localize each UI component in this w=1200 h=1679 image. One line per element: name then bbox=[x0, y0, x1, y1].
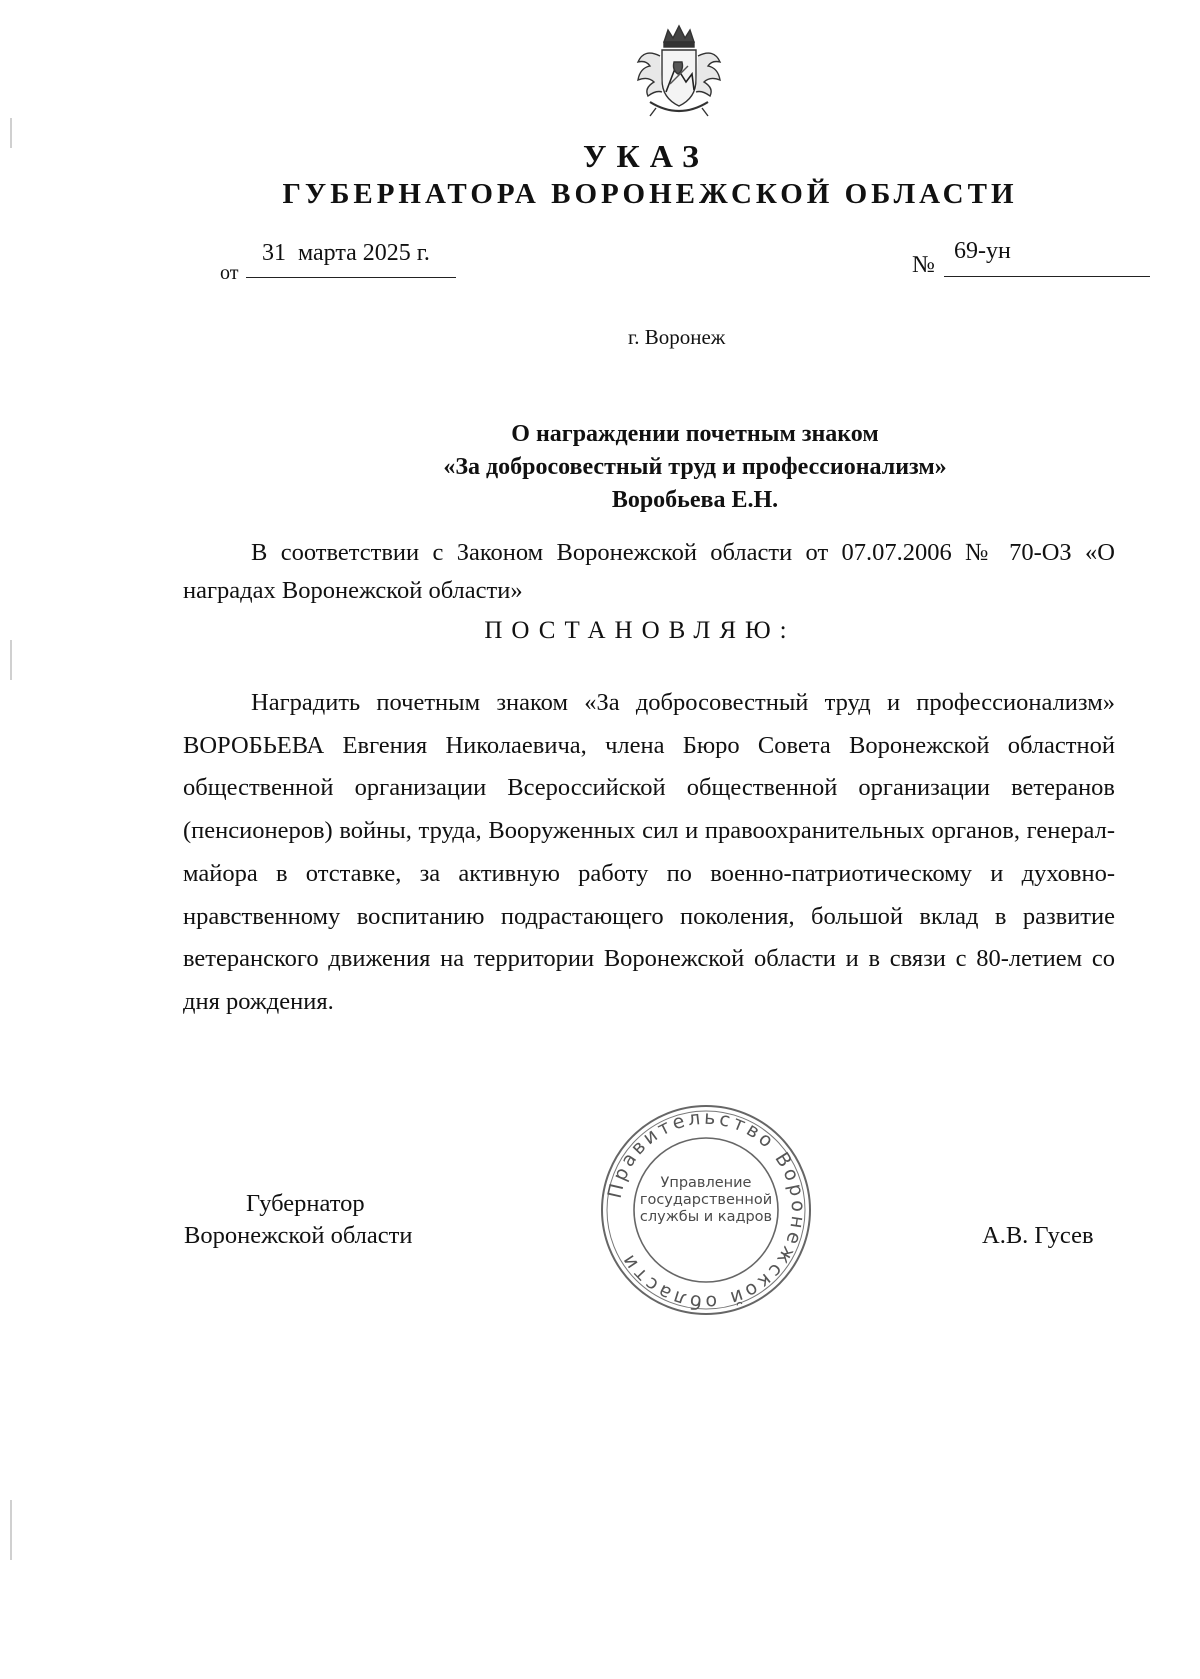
decree-body-paragraph: Наградить почетным знаком «За добросовестный труд и профессионализм» ВОРОБЬЕВА Евгения Николаевича, члена Бюро Совета Воронежской областной общественной организации Всероссийской общественной организации ветеранов (пенсионеров) войны, труда, Вооруженных сил и правоохранительных органов, генерал-майора в отставке, за активную работу по военно-патриотическому и духовно-нравственному воспитанию подрастающего поколения, большой вклад в развитие ветеранского движения на территории Воронежской области и в связи с 80-летием со дня рождения. bbox=[183, 689, 1115, 1015]
stamp-line: службы и кадров bbox=[639, 1209, 773, 1225]
signatory-position-line2: Воронежской области bbox=[184, 1222, 413, 1249]
subject-line: Воробьева Е.Н. bbox=[611, 487, 779, 513]
scan-margin-mark bbox=[10, 1500, 12, 1560]
scan-margin-mark bbox=[10, 640, 12, 680]
subject-line: О награждении почетным знаком bbox=[511, 421, 879, 447]
date-prefix: от bbox=[220, 262, 239, 284]
stamp-line: Управление bbox=[660, 1175, 752, 1191]
issuer-title: ГУБЕРНАТОРА ВОРОНЕЖСКОЙ ОБЛАСТИ bbox=[282, 178, 1018, 210]
document-type-title: УКАЗ bbox=[583, 138, 709, 174]
place-of-issue: г. Воронеж bbox=[628, 325, 726, 349]
signatory-name: А.В. Гусев bbox=[982, 1222, 1094, 1249]
subject-line: «За добросовестный труд и профессионализм» bbox=[443, 454, 947, 480]
preamble-paragraph: В соответствии с Законом Воронежской области от 07.07.2006 № 70-ОЗ «О наградах Воронежской области» bbox=[183, 539, 1115, 604]
date-underline bbox=[246, 277, 456, 278]
document-date: 31 марта 2025 г. bbox=[262, 240, 430, 266]
stamp-line: государственной bbox=[639, 1192, 773, 1208]
stamp-ring-text: Правительство Воронежской области bbox=[603, 1106, 810, 1314]
document-subject bbox=[200, 418, 1100, 517]
voronezh-coat-of-arms-icon bbox=[626, 22, 732, 122]
stamp-center-text bbox=[628, 1175, 784, 1226]
number-prefix: № bbox=[912, 252, 935, 278]
decree-heading: ПОСТАНОВЛЯЮ: bbox=[484, 617, 796, 644]
signatory-position-line1: Губернатор bbox=[246, 1190, 365, 1217]
document-number: 69-ун bbox=[954, 238, 1011, 264]
number-underline bbox=[944, 276, 1150, 277]
